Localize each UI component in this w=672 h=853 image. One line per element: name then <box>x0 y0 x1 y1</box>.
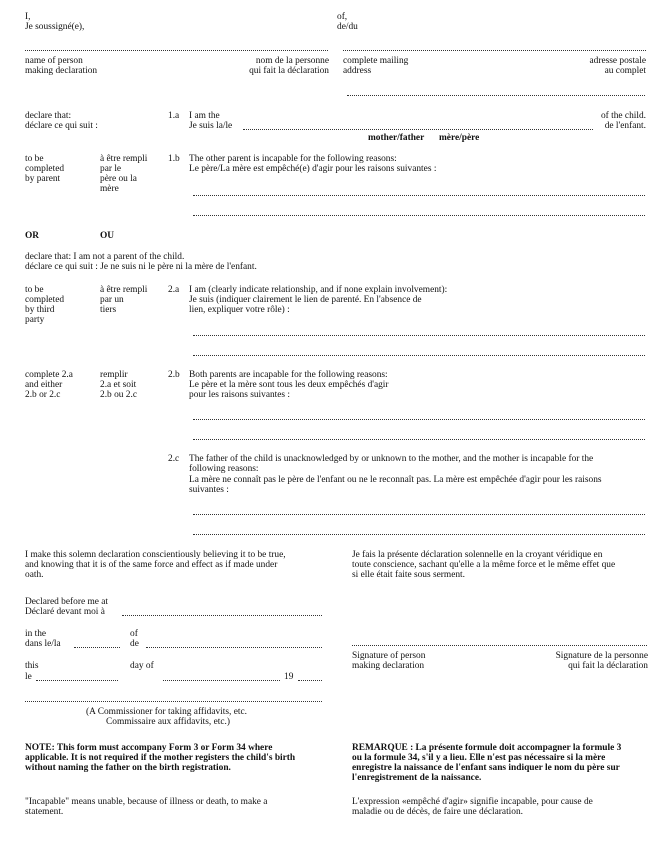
commissioner-caption-1: (A Commissioner for taking affidavits, etc. <box>86 707 247 717</box>
name-caption-fr: nom de la personne <box>255 56 329 66</box>
item-1b-number: 1.b <box>168 154 180 164</box>
i-label-en: I, <box>25 12 31 22</box>
signature-caption-fr-1: Signature de la personne <box>555 651 648 661</box>
of-child-en: of the child. <box>600 111 646 121</box>
incapable-en-1: "Incapable" means unable, because of illness or death, to make a <box>25 797 268 807</box>
complete-en-1: complete 2.a <box>25 370 73 380</box>
other-parent-fr: Le père/La mère est empêché(e) d'agir pour les raisons suivantes : <box>189 164 437 174</box>
not-parent-fr: déclare ce qui suit : Je ne suis ni le père ni la mère de l'enfant. <box>25 262 257 272</box>
name-caption-en2: making declaration <box>25 66 98 76</box>
declaration-en-3: oath. <box>25 570 44 580</box>
declared-before-en: Declared before me at <box>25 597 109 607</box>
item-2b-number: 2.b <box>168 370 180 380</box>
note-fr-4: l'enregistrement de la naissance. <box>352 773 482 783</box>
note-fr-2: ou la formule 34, s'il y a lieu. Elle n'est pas nécessaire si la mère <box>352 753 606 763</box>
incapable-fr-2: maladie ou de décès, de faire une déclaration. <box>352 807 524 817</box>
name-caption-fr2: qui fait la déclaration <box>249 66 329 76</box>
i-label-fr: Je soussigné(e), <box>25 22 85 32</box>
declared-at-field[interactable] <box>122 615 322 616</box>
to-be-completed-fr-3: père ou la <box>100 174 137 184</box>
of-child-fr: de l'enfant. <box>604 121 646 131</box>
mother-father-caption-fr: mère/père <box>439 133 480 143</box>
i-am-en: I am the <box>189 111 220 121</box>
in-the-fr: dans le/la <box>25 639 61 649</box>
item-2a-text-2: Je suis (indiquer clairement le lien de parenté. En l'absence de <box>189 295 422 305</box>
this-fr: le <box>25 672 32 682</box>
reasons-2b-line2[interactable] <box>193 439 645 440</box>
third-party-en-4: party <box>25 315 45 325</box>
address-caption-fr2: au complet <box>604 66 646 76</box>
name-field[interactable] <box>25 50 328 51</box>
item-1a-number: 1.a <box>168 111 180 121</box>
of-fr: de <box>130 639 139 649</box>
third-party-en-1: to be <box>25 285 44 295</box>
complete-fr-2: 2.a et soit <box>100 380 137 390</box>
item-2c-number: 2.c <box>168 454 180 464</box>
relationship-2a-line1[interactable] <box>193 335 645 336</box>
declared-before-fr: Déclaré devant moi à <box>25 607 105 617</box>
item-2c-text-3: La mère ne connaît pas le père de l'enfant ou ne le reconnaît pas. La mère est empêchée d'agir pour les raisons <box>189 475 602 485</box>
i-am-fr: Je suis la/le <box>189 121 233 131</box>
item-2c-text-4: suivantes : <box>189 485 229 495</box>
item-2c-text-2: following reasons: <box>189 464 259 474</box>
year-prefix: 19 <box>284 672 294 682</box>
address-caption-en: complete mailing <box>343 56 409 66</box>
address-caption-fr: adresse postale <box>589 56 646 66</box>
reasons-1b-line2[interactable] <box>193 215 645 216</box>
third-party-fr-3: tiers <box>100 305 117 315</box>
in-the-en: in the <box>25 629 47 639</box>
to-be-completed-en-1: to be <box>25 154 44 164</box>
item-2b-text-2: Le père et la mère sont tous les deux empêchés d'agir <box>189 380 389 390</box>
reasons-2c-line2[interactable] <box>193 534 645 535</box>
declaration-fr-1: Je fais la présente déclaration solennelle en la croyant véridique en <box>352 550 603 560</box>
incapable-fr-1: L'expression «empêché d'agir» signifie incapable, pour cause de <box>352 797 593 807</box>
complete-en-2: and either <box>25 380 63 390</box>
of-field[interactable] <box>146 647 322 648</box>
reasons-1b-line1[interactable] <box>193 195 645 196</box>
complete-fr-1: remplir <box>100 370 128 380</box>
note-fr-3: enregistre la naissance de l'enfant sans indiquer le nom du père sur <box>352 763 620 773</box>
declare-label-fr: déclare ce qui suit : <box>25 121 98 131</box>
year-field[interactable] <box>298 680 322 681</box>
address-caption-en2: address <box>343 66 372 76</box>
to-be-completed-fr-1: à être rempli <box>100 154 148 164</box>
signature-caption-en-2: making declaration <box>352 661 425 671</box>
of-label-fr: de/du <box>337 22 358 32</box>
day-field[interactable] <box>36 680 118 681</box>
name-caption-en: name of person <box>25 56 83 66</box>
address-field-line1[interactable] <box>343 50 646 51</box>
in-the-field[interactable] <box>74 647 120 648</box>
month-field[interactable] <box>163 680 280 681</box>
address-field-line2[interactable] <box>347 95 645 96</box>
or-label-fr: OU <box>100 231 115 241</box>
third-party-en-3: by third <box>25 305 55 315</box>
note-en-1: NOTE: This form must accompany Form 3 or Form 34 where <box>25 743 273 753</box>
incapable-en-2: statement. <box>25 807 64 817</box>
note-en-3: without naming the father on the birth registration. <box>25 763 231 773</box>
third-party-fr-1: à être rempli <box>100 285 148 295</box>
note-en-2: applicable. It is not required if the mother registers the child's birth <box>25 753 296 763</box>
or-label-en: OR <box>25 231 40 241</box>
to-be-completed-fr-2: par le <box>100 164 122 174</box>
to-be-completed-en-2: completed <box>25 164 65 174</box>
of-en: of <box>130 629 138 639</box>
commissioner-signature-line[interactable] <box>25 701 322 702</box>
relationship-2a-line2[interactable] <box>193 355 645 356</box>
item-2a-text-1: I am (clearly indicate relationship, and if none explain involvement): <box>189 285 448 295</box>
declaration-fr-3: si elle était faite sous serment. <box>352 570 465 580</box>
reasons-2c-line1[interactable] <box>193 514 645 515</box>
declaration-en-2: and knowing that it is of the same force and effect as if made under <box>25 560 278 570</box>
item-2a-text-3: lien, expliquer votre rôle) : <box>189 305 290 315</box>
third-party-en-2: completed <box>25 295 65 305</box>
item-2a-number: 2.a <box>168 285 180 295</box>
day-of-label: day of <box>130 661 154 671</box>
item-2b-text-3: pour les raisons suivantes : <box>189 390 291 400</box>
complete-en-3: 2.b or 2.c <box>25 390 61 400</box>
third-party-fr-2: par un <box>100 295 124 305</box>
complete-fr-3: 2.b ou 2.c <box>100 390 137 400</box>
declaration-en-1: I make this solemn declaration conscientiously believing it to be true, <box>25 550 286 560</box>
reasons-2b-line1[interactable] <box>193 419 645 420</box>
declare-label-en: declare that: <box>25 111 72 121</box>
declarant-signature-line[interactable] <box>352 645 647 646</box>
item-2c-text-1: The father of the child is unacknowledged by or unknown to the mother, and the mother is incapable for the <box>189 454 594 464</box>
relationship-field[interactable] <box>243 129 593 130</box>
to-be-completed-en-3: by parent <box>25 174 61 184</box>
other-parent-en: The other parent is incapable for the following reasons: <box>189 154 397 164</box>
item-2b-text-1: Both parents are incapable for the following reasons: <box>189 370 388 380</box>
of-label-en: of, <box>337 12 348 22</box>
signature-caption-fr-2: qui fait la déclaration <box>568 661 648 671</box>
declaration-fr-2: toute conscience, sachant qu'elle a la même force et le même effet que <box>352 560 616 570</box>
signature-caption-en-1: Signature of person <box>352 651 426 661</box>
mother-father-caption-en: mother/father <box>368 133 425 143</box>
note-fr-1: REMARQUE : La présente formule doit accompagner la formule 3 <box>352 743 622 753</box>
this-en: this <box>25 661 39 671</box>
commissioner-caption-2: Commissaire aux affidavits, etc.) <box>106 717 231 727</box>
to-be-completed-fr-4: mère <box>100 184 119 194</box>
not-parent-en: declare that: I am not a parent of the child. <box>25 252 185 262</box>
